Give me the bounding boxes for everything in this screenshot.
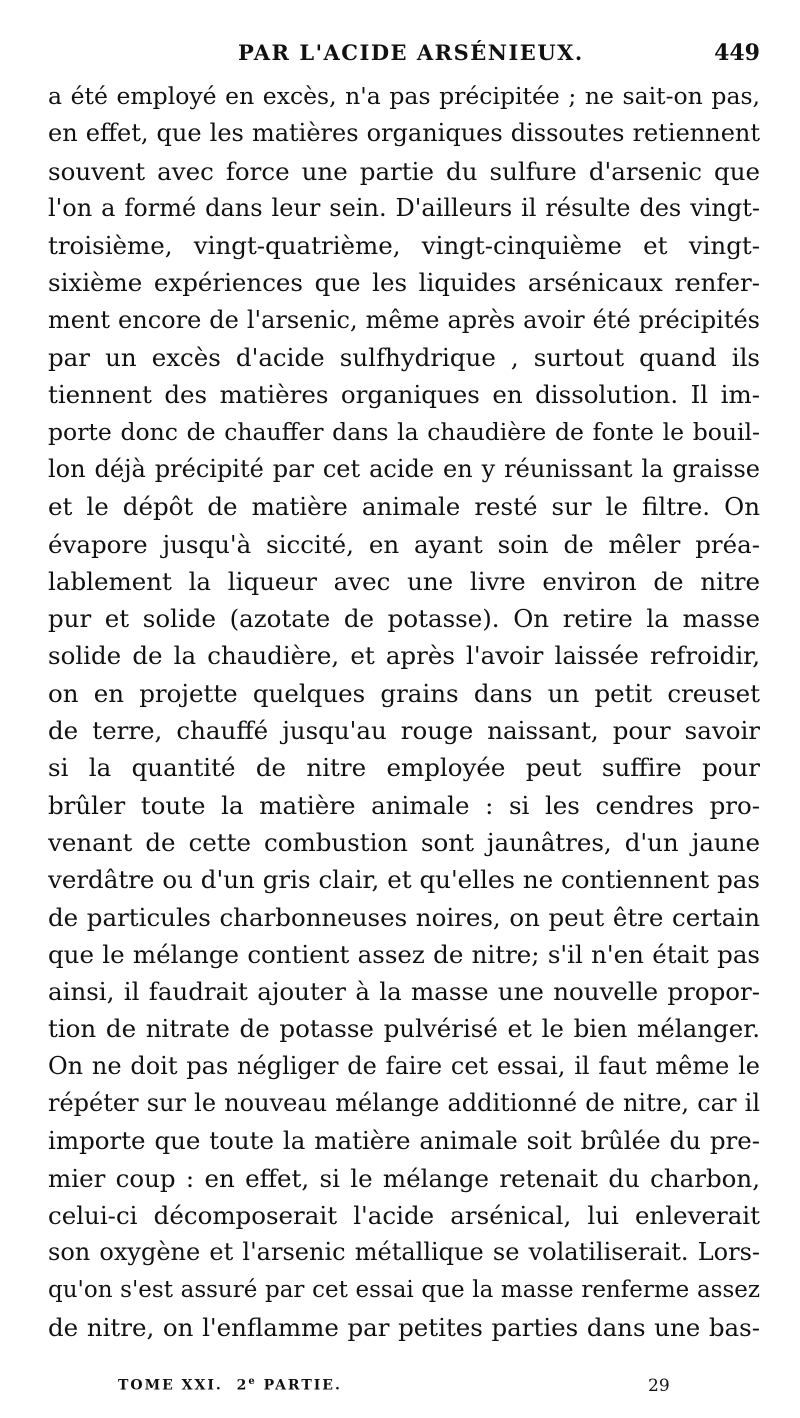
text-line: lablement la liqueur avec une livre environ de nitre xyxy=(48,566,760,596)
page-number: 449 xyxy=(714,40,760,66)
text-line: son oxygène et l'arsenic métallique se volatiliserait. Lors- xyxy=(48,1238,760,1267)
text-line: de terre, chauffé jusqu'au rouge naissant, pour savoir xyxy=(48,716,760,746)
signature-part-word: PARTIE. xyxy=(263,1377,342,1394)
running-head xyxy=(48,40,760,80)
text-line: tion de nitrate de potasse pulvérisé et le bien mélanger. xyxy=(48,1014,760,1044)
signature-part-sup: e xyxy=(248,1376,257,1387)
text-line: troisième, vingt-quatrième, vingt-cinquième et vingt- xyxy=(48,231,760,261)
text-line: On ne doit pas négliger de faire cet essai, il faut même le xyxy=(48,1051,760,1080)
text-line: que le mélange contient assez de nitre; s'il n'en était pas xyxy=(48,939,760,969)
text-line: lon déjà précipité par cet acide en y réunissant la graisse xyxy=(48,454,760,483)
text-line: ainsi, il faudrait ajouter à la masse une nouvelle propor- xyxy=(48,977,760,1007)
text-line: en effet, que les matières organiques dissoutes retiennent xyxy=(48,119,760,148)
text-line: importe que toute la matière animale soit brûlée du pre- xyxy=(48,1126,760,1156)
text-line: brûler toute la matière animale : si les cendres pro- xyxy=(48,790,760,820)
text-line: solide de la chaudière, et après l'avoir laissée refroidir, xyxy=(48,641,760,671)
text-line: ment encore de l'arsenic, même après avoir été précipités xyxy=(48,305,760,334)
text-line: répéter sur le nouveau mélange additionné de nitre, car il xyxy=(48,1089,760,1118)
text-line: pur et solide (azotate de potasse). On retire la masse xyxy=(48,604,760,634)
page-footer xyxy=(48,1376,760,1404)
running-title: PAR L'ACIDE ARSÉNIEUX. xyxy=(238,40,584,65)
signature-part-number: 2 xyxy=(236,1377,249,1394)
text-line: on en projette quelques grains dans un petit creuset xyxy=(48,678,760,708)
text-line: qu'on s'est assuré par cet essai que la masse renferme assez xyxy=(48,1276,760,1303)
text-line: porte donc de chauffer dans la chaudière de fonte le bouil- xyxy=(48,417,760,446)
signature-mark xyxy=(118,1376,342,1394)
text-line: verdâtre ou d'un gris clair, et qu'elles ne contiennent pas xyxy=(48,865,760,895)
text-line: et le dépôt de matière animale resté sur le filtre. On xyxy=(48,492,760,522)
text-line: par un excès d'acide sulfhydrique , surtout quand ils xyxy=(48,343,760,373)
text-line: a été employé en excès, n'a pas précipitée ; ne sait-on pas, xyxy=(48,82,760,110)
text-line: mier coup : en effet, si le mélange retenait du charbon, xyxy=(48,1163,760,1193)
text-line: de particules charbonneuses noires, on peut être certain xyxy=(48,902,760,932)
signature-tome: TOME XXI. xyxy=(118,1377,223,1394)
sheet-number: 29 xyxy=(648,1376,670,1396)
text-line: si la quantité de nitre employée peut suffire pour xyxy=(48,753,760,783)
text-line: évapore jusqu'à siccité, en ayant soin de mêler préa- xyxy=(48,529,760,559)
text-line: tiennent des matières organiques en dissolution. Il im- xyxy=(48,380,760,410)
body-text xyxy=(48,78,760,1346)
text-line: l'on a formé dans leur sein. D'ailleurs il résulte des vingt- xyxy=(48,193,760,222)
text-line: venant de cette combustion sont jaunâtres, d'un jaune xyxy=(48,827,760,857)
text-line: sixième expériences que les liquides arsénicaux renfer- xyxy=(48,268,760,298)
text-line: souvent avec force une partie du sulfure d'arsenic que xyxy=(48,156,760,186)
text-line: celui-ci décomposerait l'acide arsénical, lui enleverait xyxy=(48,1200,760,1230)
text-line: de nitre, on l'enflamme par petites parties dans une bas- xyxy=(48,1312,760,1342)
